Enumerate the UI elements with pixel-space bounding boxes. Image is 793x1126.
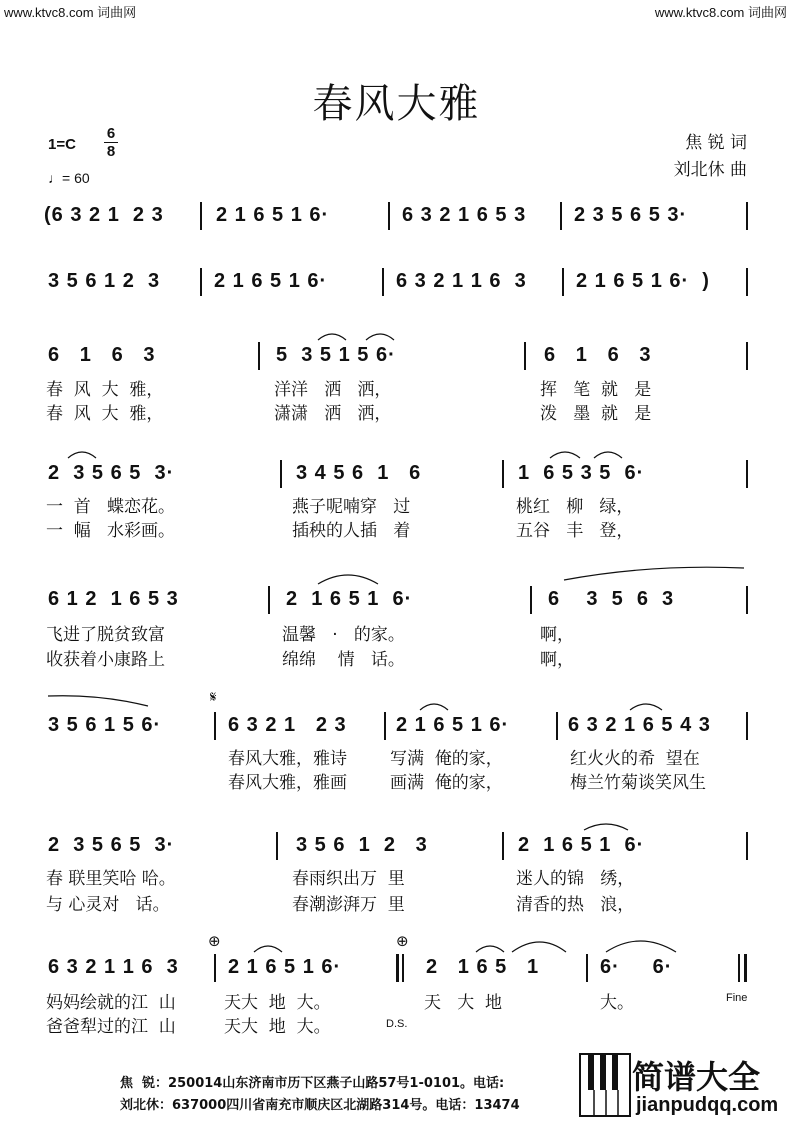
notes-line6-m2: 6 3 2 1 2 3 — [228, 714, 347, 736]
notes-line1-m4: 2 3 5 6 5 3· — [574, 204, 688, 226]
notes-line2-m4: 2 1 6 5 1 6· ) — [576, 270, 710, 292]
watermark-right: www.ktvc8.com 词曲网 — [654, 5, 787, 20]
slur — [318, 575, 378, 584]
lyrics-line7-v2-b: 春潮澎湃万 里 — [292, 895, 405, 915]
logo-name: 简谱大全 — [632, 1058, 761, 1096]
piano-icon — [578, 1050, 638, 1122]
slur — [564, 567, 744, 580]
lyrics-line7-v2-a: 与 心灵对 话。 — [46, 895, 170, 915]
slur — [254, 946, 282, 952]
lyrics-line5-v1-c: 啊， — [540, 625, 574, 645]
slur — [606, 941, 676, 952]
slur — [594, 452, 622, 458]
lyrics-line8-v1-d: 大。 — [600, 993, 634, 1013]
lyrics-line4-v2-a: 一 幅 水彩画。 — [46, 521, 176, 541]
lyrics-line6-v2-c: 画满 俺的家， — [390, 773, 503, 793]
notes-line2-m1: 3 5 6 1 2 3 — [48, 270, 161, 292]
composer-credit: 刘北休 曲 — [673, 160, 747, 180]
slur — [48, 696, 148, 706]
lyricist-credit: 焦 锐 词 — [685, 133, 747, 153]
notes-line5-m1: 6 1 2 1 6 5 3 — [48, 588, 179, 610]
lyrics-line4-v1-c: 桃红 柳 绿， — [516, 497, 634, 517]
key-signature: 1=C — [48, 136, 76, 153]
lyrics-line7-v1-b: 春雨织出万 里 — [292, 869, 405, 889]
logo-url: jianpudqq.com — [636, 1094, 779, 1116]
lyrics-line3-v1-a: 春 风 大 雅， — [46, 380, 164, 400]
lyrics-line3-v1-b: 洋洋 洒 洒， — [274, 380, 392, 400]
notes-line7-m1: 2 3 5 6 5 3· — [48, 834, 175, 856]
lyrics-line5-v2-a: 收获着小康路上 — [46, 650, 165, 670]
slur — [420, 704, 448, 710]
notes-line6-m1: 3 5 6 1 5 6· — [48, 714, 162, 736]
tempo-value: = 60 — [62, 170, 90, 186]
slur — [584, 824, 628, 830]
lyrics-line7-v1-a: 春 联里笑哈 哈。 — [46, 869, 176, 889]
slur — [512, 942, 566, 952]
notes-line6-m3: 2 1 6 5 1 6· — [396, 714, 510, 736]
notes-line8-m3: 2 1 6 5 1 — [426, 956, 540, 978]
lyrics-line7-v2-c: 清香的热 浪， — [516, 895, 635, 915]
notes-line8-m4: 6· 6· — [600, 956, 673, 978]
coda-sign: ⊕ — [396, 932, 409, 950]
notes-line5-m2: 2 1 6 5 1 6· — [286, 588, 413, 610]
slur — [366, 334, 394, 340]
lyrics-line4-v1-b: 燕子呢喃穿 过 — [292, 497, 411, 517]
slur — [68, 452, 96, 458]
lyrics-line6-v1-b: 春风大雅，雅诗 — [228, 749, 347, 769]
notes-line1-m3: 6 3 2 1 6 5 3 — [402, 204, 527, 226]
notes-line4-m2: 3 4 5 6 1 6 — [296, 462, 422, 484]
lyrics-line5-v2-c: 啊， — [540, 650, 574, 670]
notes-line8-m2: 2 1 6 5 1 6· — [228, 956, 342, 978]
watermark-left: www.ktvc8.com 词曲网 — [4, 5, 137, 20]
lyrics-line6-v1-c: 写满 俺的家， — [390, 749, 503, 769]
footer-composer-contact: 刘北休：637000四川省南充市顺庆区北湖路314号。电话：13474 — [120, 1098, 520, 1113]
lyrics-line8-v1-c: 天 大 地 — [424, 993, 503, 1013]
lyrics-line3-v1-c: 挥 笔 就 是 — [540, 380, 652, 400]
lyrics-line8-v2-b: 天大 地 大。 — [224, 1017, 331, 1037]
notes-line1-m2: 2 1 6 5 1 6· — [216, 204, 330, 226]
lyrics-line3-v2-b: 潇潇 洒 洒， — [274, 404, 392, 424]
lyrics-line5-v2-b: 绵绵 情 话。 — [282, 650, 405, 670]
coda-sign: ⊕ — [208, 932, 221, 950]
time-signature-bottom: 8 — [106, 143, 116, 160]
quarter-note-icon: ♩ — [48, 170, 62, 186]
notes-line5-m3: 6 3 5 6 3 — [548, 588, 675, 610]
notes-line1-m1: (6 3 2 1 2 3 — [44, 204, 164, 226]
notes-line8-m1: 6 3 2 1 1 6 3 — [48, 956, 179, 978]
lyrics-line5-v1-a: 飞进了脱贫致富 — [46, 625, 165, 645]
lyrics-line6-v2-b: 春风大雅，雅画 — [228, 773, 347, 793]
lyrics-line6-v1-d: 红火火的希 望在 — [570, 749, 700, 769]
song-title: 春风大雅 — [312, 81, 481, 127]
lyrics-line4-v1-a: 一 首 蝶恋花。 — [46, 497, 176, 517]
notes-line4-m3: 1 6 5 3 5 6· — [518, 462, 645, 484]
notes-line4-m1: 2 3 5 6 5 3· — [48, 462, 175, 484]
lyrics-line7-v1-c: 迷人的锦 绣， — [516, 869, 635, 889]
footer-lyricist-contact: 焦 锐：250014山东济南市历下区燕子山路57号1-0101。电话: — [120, 1076, 505, 1091]
notes-line2-m2: 2 1 6 5 1 6· — [214, 270, 328, 292]
notes-line6-m4: 6 3 2 1 6 5 4 3 — [568, 714, 711, 736]
ds-marking: D.S. — [386, 1018, 408, 1030]
notes-line3-m1: 6 1 6 3 — [48, 344, 156, 366]
notes-line3-m3: 6 1 6 3 — [544, 344, 652, 366]
slur — [476, 946, 504, 952]
notes-line7-m3: 2 1 6 5 1 6· — [518, 834, 645, 856]
lyrics-line6-v2-d: 梅兰竹菊谈笑风生 — [570, 773, 706, 793]
lyrics-line5-v1-b: 温馨 · 的家。 — [282, 625, 405, 645]
notes-line7-m2: 3 5 6 1 2 3 — [296, 834, 428, 856]
fine-marking: Fine — [726, 992, 748, 1004]
lyrics-line8-v2-a: 爸爸犁过的江 山 — [46, 1017, 176, 1037]
notes-line3-m2: 5 3 5 1 5 6· — [276, 344, 396, 366]
notes-line2-m3: 6 3 2 1 1 6 3 — [396, 270, 527, 292]
lyrics-line3-v2-a: 春 风 大 雅， — [46, 404, 164, 424]
lyrics-line4-v2-b: 插秧的人插 着 — [292, 521, 411, 541]
slur — [318, 334, 346, 340]
lyrics-line3-v2-c: 泼 墨 就 是 — [540, 404, 652, 424]
segno-sign: 𝄋 — [210, 688, 217, 706]
time-signature-top: 6 — [106, 125, 116, 142]
slur — [550, 452, 580, 458]
lyrics-line4-v2-c: 五谷 丰 登， — [516, 521, 634, 541]
lyrics-line8-v1-b: 天大 地 大。 — [224, 993, 331, 1013]
slur — [630, 704, 662, 710]
lyrics-line8-v1-a: 妈妈绘就的江 山 — [46, 993, 176, 1013]
